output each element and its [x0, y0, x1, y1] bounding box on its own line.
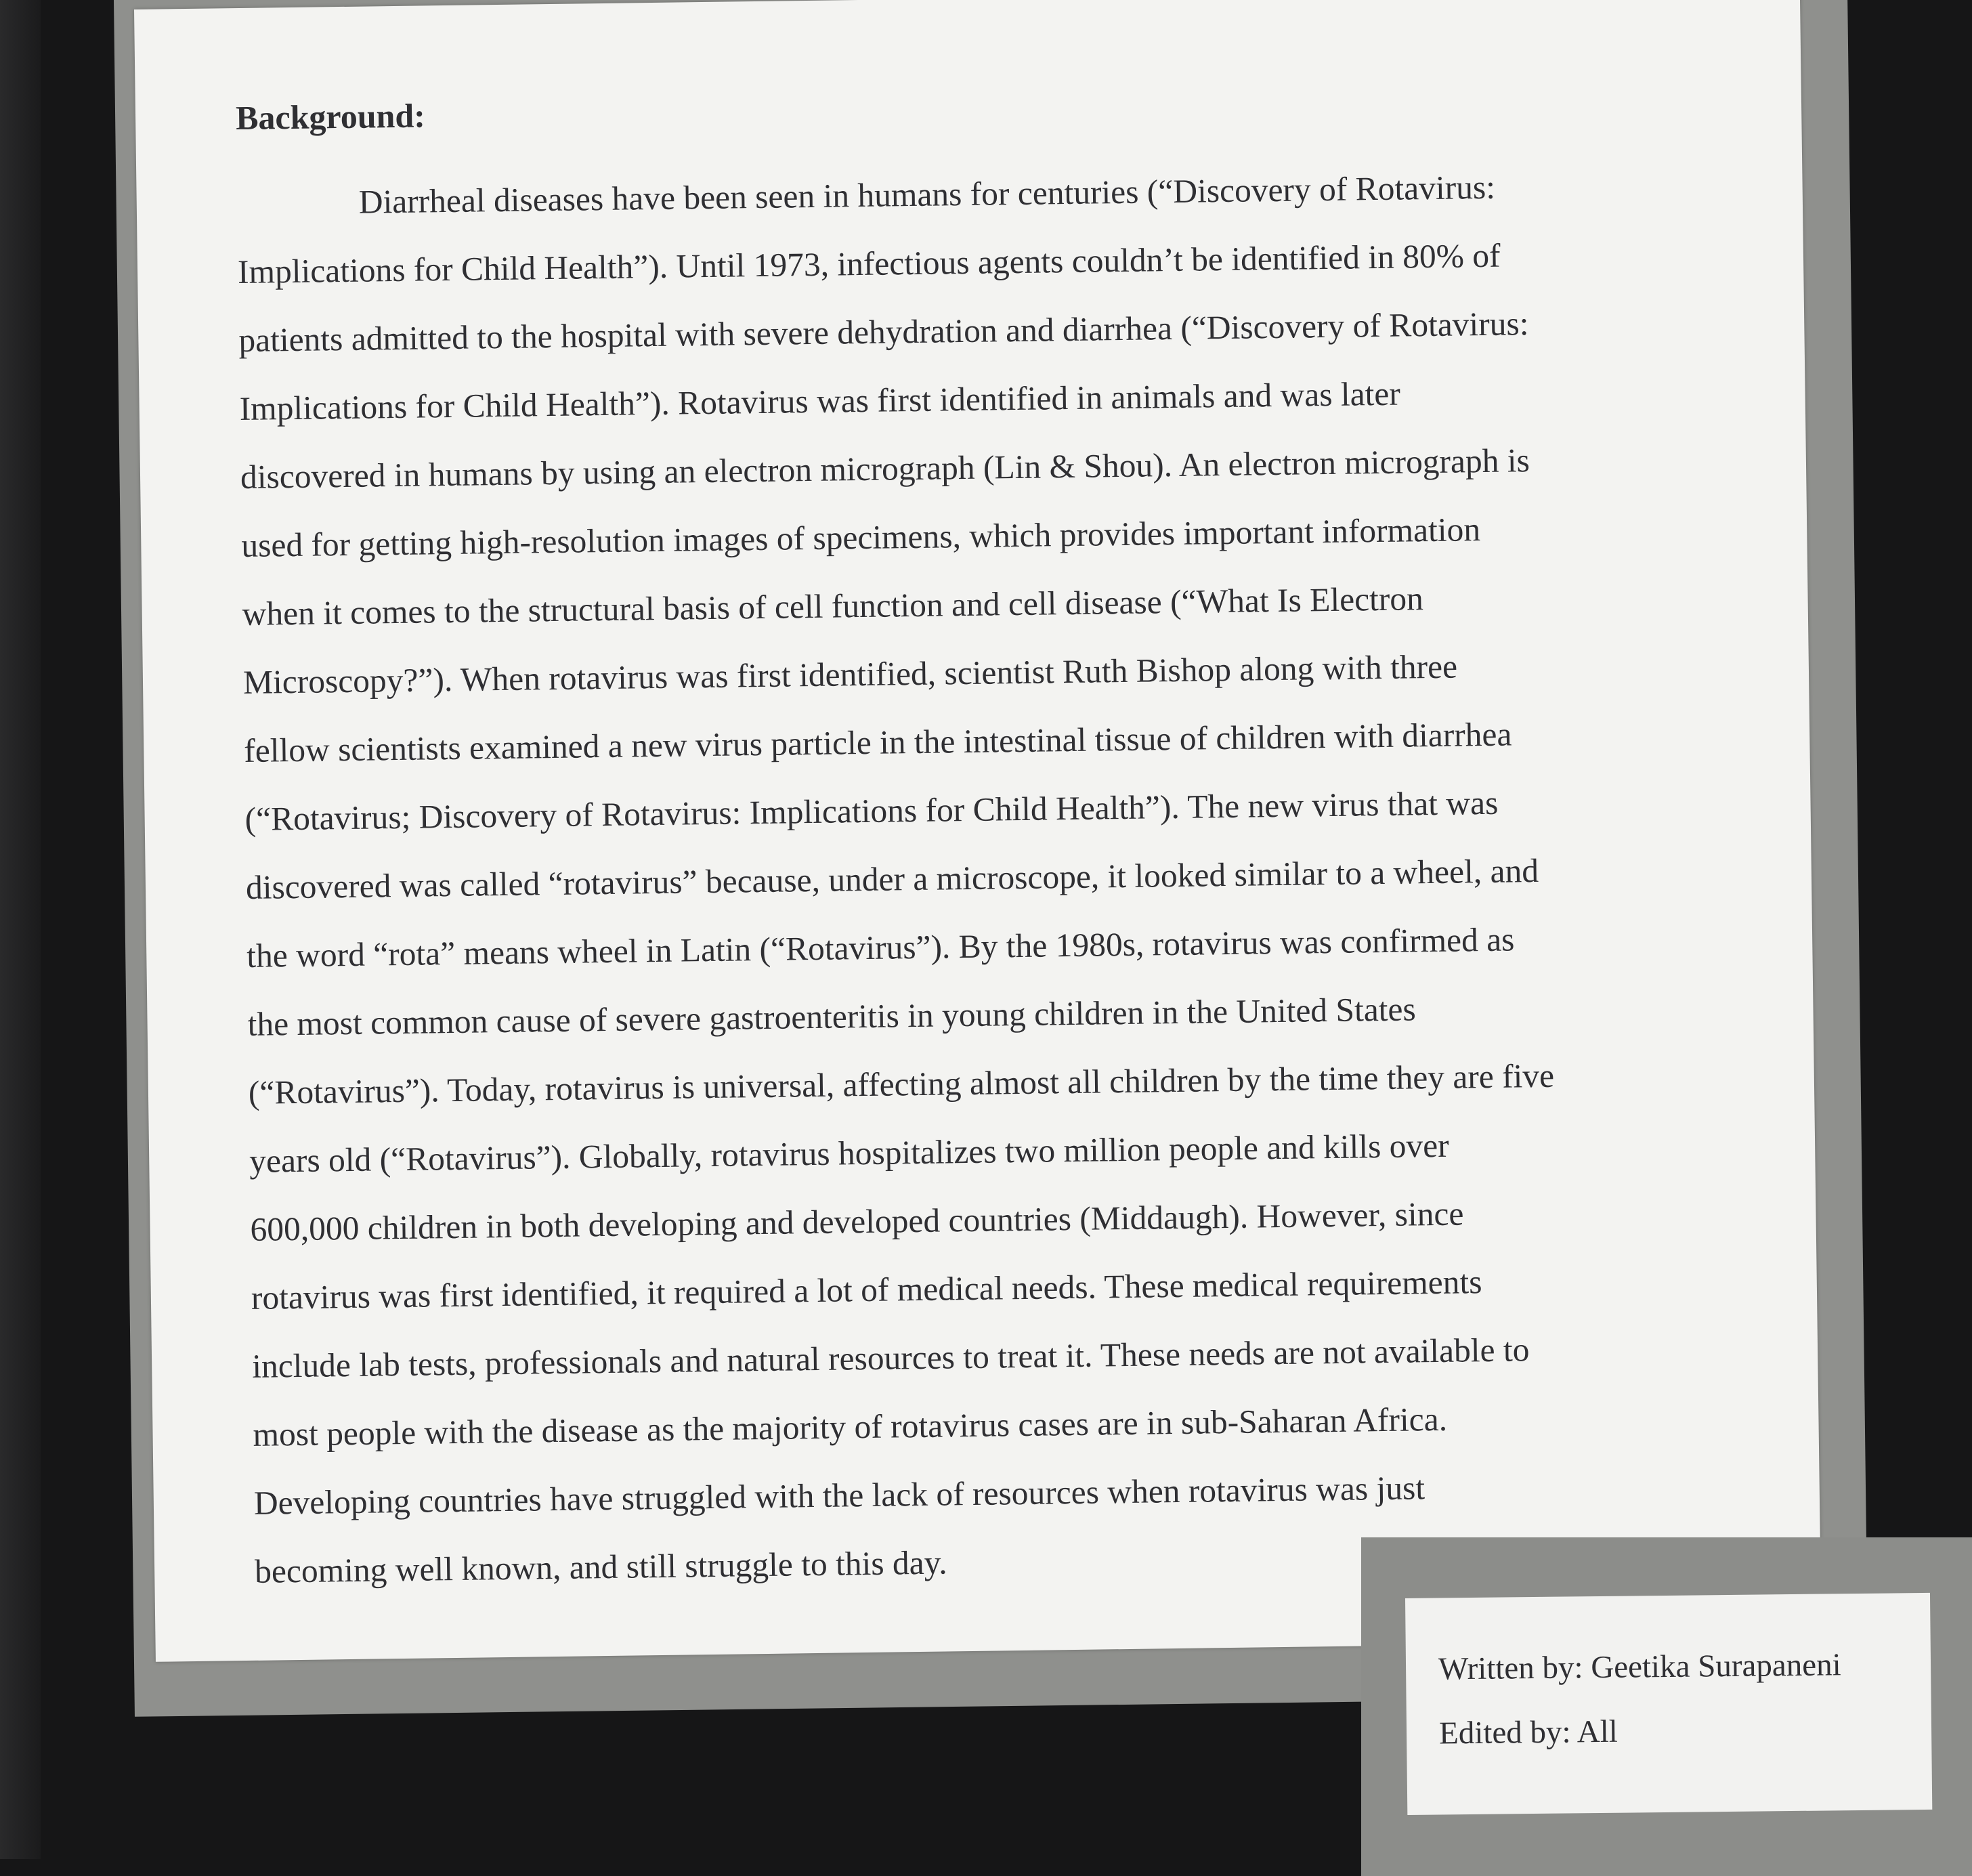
- section-heading: Background:: [235, 96, 426, 137]
- background-text-block: [236, 79, 1732, 1606]
- display-board-edge: [0, 0, 41, 1859]
- text-line: fellow scientists examined a new virus particle in the intestinal tissue of children with diarrhea: [243, 715, 1512, 769]
- text-line: (“Rotavirus; Discovery of Rotavirus: Implications for Child Health”). The new virus that was: [244, 784, 1499, 838]
- text-line: discovered in humans by using an electron micrograph (Lin & Shou). An electron micrograph is: [240, 442, 1530, 496]
- text-line: Developing countries have struggled with the lack of resources when rotavirus was just: [253, 1469, 1426, 1522]
- edited-by-label: Edited by: All: [1438, 1713, 1619, 1751]
- text-line: patients admitted to the hospital with severe dehydration and diarrhea (“Discovery of Rotavirus:: [238, 305, 1529, 360]
- text-line: when it comes to the structural basis of cell function and cell disease (“What Is Electron: [242, 580, 1424, 633]
- text-line: the word “rota” means wheel in Latin (“Rotavirus”). By the 1980s, rotavirus was confirmed as: [246, 920, 1515, 975]
- text-line: rotavirus was first identified, it required a lot of medical needs. These medical requirements: [251, 1263, 1482, 1317]
- text-line: Implications for Child Health”). Rotavirus was first identified in animals and was later: [239, 375, 1401, 428]
- credits-text-block: [1438, 1633, 1843, 1766]
- background-paper: [134, 0, 1822, 1662]
- text-line: becoming well known, and still struggle to this day.: [254, 1543, 947, 1590]
- text-line: Implications for Child Health”). Until 1973, infectious agents couldn’t be identified in 80% of: [237, 236, 1501, 291]
- text-line: used for getting high-resolution images of specimens, which provides important information: [241, 511, 1481, 564]
- text-line: years old (“Rotavirus”). Globally, rotavirus hospitalizes two million people and kills over: [249, 1126, 1450, 1180]
- text-line: 600,000 children in both developing and developed countries (Middaugh). However, since: [250, 1195, 1464, 1248]
- text-line: discovered was called “rotavirus” because, under a microscope, it looked similar to a wheel, and: [245, 851, 1539, 906]
- text-line: Microscopy?”). When rotavirus was first identified, scientist Ruth Bishop along with three: [242, 647, 1458, 701]
- written-by-label: Written by: Geetika Surapaneni: [1438, 1647, 1841, 1687]
- text-line: include lab tests, professionals and natural resources to treat it. These needs are not available to: [251, 1331, 1530, 1385]
- text-line: the most common cause of severe gastroenteritis in young children in the United States: [247, 990, 1417, 1043]
- text-line: (“Rotavirus”). Today, rotavirus is universal, affecting almost all children by the time they are five: [248, 1057, 1555, 1111]
- credits-card: [1405, 1593, 1932, 1815]
- text-line: most people with the disease as the majority of rotavirus cases are in sub-Saharan Africa.: [253, 1400, 1448, 1453]
- text-line: Diarrheal diseases have been seen in humans for centuries (“Discovery of Rotavirus:: [358, 168, 1496, 221]
